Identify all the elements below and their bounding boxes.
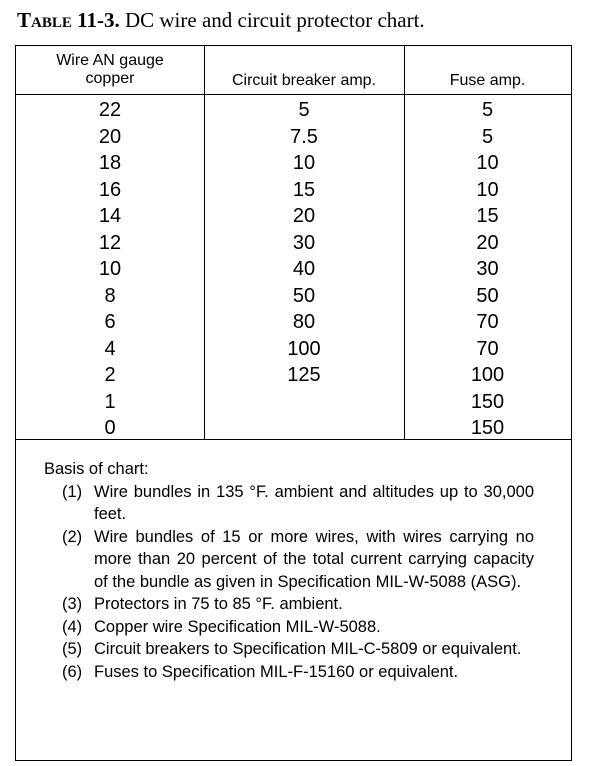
fuse-amp-cell: 5: [481, 125, 494, 148]
breaker-amp-cell: 125: [287, 364, 321, 386]
table-row: [16, 362, 571, 389]
fuse-amp-cell: 150: [470, 417, 505, 439]
note-text: Circuit breakers to Specification MIL-C-5809 or equivalent.: [94, 640, 522, 658]
note-number: (2): [62, 527, 83, 546]
note-number: (1): [62, 482, 83, 501]
wire-gauge-cell: 2: [104, 364, 116, 386]
note-text: Copper wire Specification MIL-W-5088.: [94, 617, 381, 636]
table-row: [16, 309, 571, 336]
table-caption-label: Table 11-3.: [17, 8, 120, 32]
fuse-amp-cell: 100: [470, 364, 505, 386]
fuse-amp-cell: 50: [476, 284, 499, 307]
note-item: [44, 616, 534, 639]
notes-list: [44, 481, 534, 684]
note-number: (6): [62, 662, 83, 681]
table-row: [16, 230, 571, 257]
table-row: [16, 256, 571, 283]
header-circuit-breaker: Circuit breaker amp.: [231, 72, 377, 89]
fuse-amp-cell: 30: [476, 258, 499, 280]
note-item: [44, 638, 534, 661]
table-row: [16, 97, 571, 124]
header-wire-gauge-line1: Wire AN gauge: [56, 52, 164, 69]
table-body: [16, 97, 571, 442]
wire-gauge-cell: 16: [98, 178, 122, 201]
note-item: [44, 481, 534, 526]
table-row: [16, 389, 571, 416]
breaker-amp-cell: 5: [298, 99, 310, 121]
fuse-amp-cell: 150: [470, 390, 505, 413]
chart-notes: [44, 458, 534, 683]
note-text: Protectors in 75 to 85 °F. ambient.: [94, 595, 343, 613]
breaker-amp-cell: 40: [292, 258, 316, 280]
wire-gauge-cell: 0: [104, 417, 116, 439]
fuse-amp-cell: 70: [476, 311, 499, 333]
notes-title: Basis of chart:: [44, 460, 149, 478]
wire-gauge-cell: 20: [98, 125, 122, 148]
breaker-amp-cell: 100: [287, 337, 321, 360]
note-text: Fuses to Specification MIL-F-15160 or equivalent.: [94, 662, 459, 681]
header-wire-gauge: [16, 52, 204, 88]
wire-gauge-cell: 4: [104, 337, 116, 360]
fuse-amp-cell: 15: [476, 205, 499, 227]
wire-gauge-cell: 10: [98, 258, 122, 280]
breaker-amp-cell: 50: [292, 284, 316, 307]
note-item: [44, 526, 534, 594]
table-row: [16, 124, 571, 151]
note-item: [44, 661, 534, 684]
table-row: [16, 150, 571, 177]
wire-gauge-cell: 8: [104, 284, 116, 307]
note-text: Wire bundles in 135 °F. ambient and altitudes up to 30,000 feet.: [94, 482, 534, 523]
header-wire-gauge-line2: copper: [85, 70, 135, 87]
fuse-amp-cell: 10: [476, 152, 499, 174]
wire-gauge-cell: 1: [104, 390, 116, 413]
breaker-amp-cell: 7.5: [290, 125, 318, 148]
breaker-amp-cell: 80: [292, 311, 316, 333]
note-number: (3): [62, 595, 83, 613]
note-number: (5): [62, 640, 83, 658]
table-row: [16, 203, 571, 230]
wire-gauge-cell: 14: [98, 205, 122, 227]
fuse-amp-cell: 5: [481, 99, 494, 121]
fuse-amp-cell: 20: [476, 231, 499, 254]
breaker-amp-cell: 30: [292, 231, 316, 254]
wire-gauge-cell: 22: [98, 99, 122, 121]
note-item: [44, 593, 534, 616]
wire-gauge-cell: 6: [104, 311, 116, 333]
wire-gauge-cell: 12: [98, 231, 122, 254]
header-divider: [16, 94, 571, 95]
wire-gauge-cell: 18: [98, 152, 122, 174]
breaker-amp-cell: 20: [292, 205, 316, 227]
table-row: [16, 283, 571, 310]
table-row: [16, 336, 571, 363]
table-caption: [17, 8, 425, 33]
table-caption-text: DC wire and circuit protector chart.: [119, 8, 425, 32]
breaker-amp-cell: 10: [292, 152, 316, 174]
fuse-amp-cell: 10: [476, 178, 499, 201]
note-text: Wire bundles of 15 or more wires, with wires carrying no more than 20 percent of the total current carrying capacity of the bundle as given in Specification MIL-W-5088 (ASG).: [94, 527, 534, 591]
breaker-amp-cell: 15: [292, 178, 316, 201]
fuse-amp-cell: 70: [476, 337, 499, 360]
table-row: [16, 415, 571, 442]
note-number: (4): [62, 617, 83, 636]
table-row: [16, 177, 571, 204]
wire-protector-table: [15, 45, 572, 761]
header-fuse: Fuse amp.: [449, 72, 526, 89]
